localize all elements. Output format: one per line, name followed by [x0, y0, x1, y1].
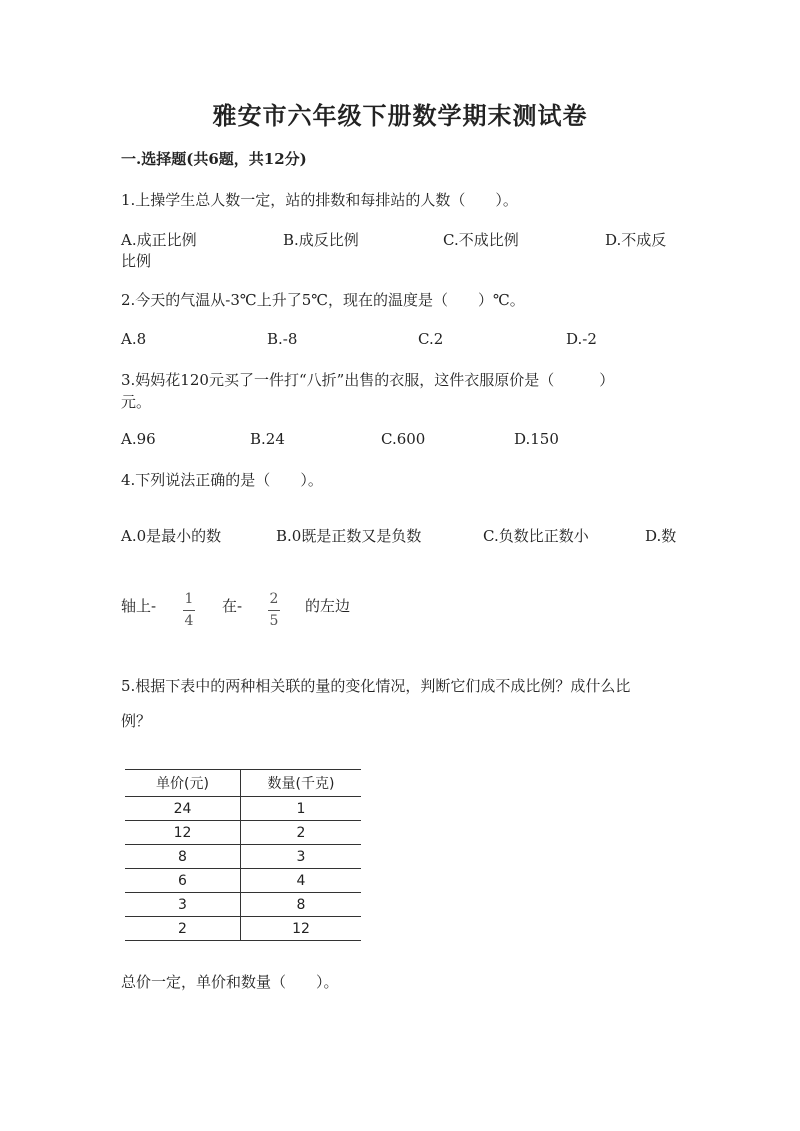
table-cell-unit-price: 2	[125, 917, 241, 941]
table-cell-quantity: 2	[241, 821, 362, 845]
question-4-option-d-suffix: 的左边	[305, 597, 351, 615]
question-3-option-b: B.24	[250, 430, 285, 448]
table-header-row	[125, 770, 361, 797]
question-3-option-c: C.600	[381, 430, 426, 448]
question-2-option-d: D.-2	[566, 330, 597, 348]
question-3-option-a: A.96	[121, 430, 156, 448]
question-5-text-wrap: 例？	[121, 712, 152, 730]
question-4-option-b: B.0既是正数又是负数	[276, 527, 422, 545]
section-heading: 一.选择题(共6题，共12分)	[121, 150, 307, 168]
question-3-text: 3.妈妈花120元买了一件打“八折”出售的衣服，这件衣服原价是（ ）	[121, 371, 615, 389]
fraction-bar	[183, 610, 195, 611]
question-2-option-b: B.-8	[267, 330, 298, 348]
table-cell-quantity: 8	[241, 893, 362, 917]
table-row	[125, 821, 361, 845]
table-cell-unit-price: 12	[125, 821, 241, 845]
question-1-option-b: B.成反比例	[283, 231, 359, 249]
fraction-numerator: 1	[184, 591, 194, 607]
table-cell-quantity: 1	[241, 797, 362, 821]
table-row	[125, 797, 361, 821]
question-4-option-d-middle: 在-	[222, 597, 243, 615]
table-cell-unit-price: 6	[125, 869, 241, 893]
table-cell-unit-price: 3	[125, 893, 241, 917]
fraction-two-fifths	[268, 592, 280, 628]
question-1-option-a: A.成正比例	[121, 231, 197, 249]
question-1-text: 1.上操学生总人数一定，站的排数和每排站的人数（ ）。	[121, 191, 518, 209]
table-cell-quantity: 12	[241, 917, 362, 941]
question-4-option-d: D.数	[645, 527, 677, 545]
table-cell-unit-price: 24	[125, 797, 241, 821]
fraction-denominator: 5	[269, 613, 279, 629]
fraction-bar	[268, 610, 280, 611]
price-quantity-table	[125, 769, 361, 941]
page-title: 雅安市六年级下册数学期末测试卷	[212, 101, 588, 130]
table-cell-quantity: 3	[241, 845, 362, 869]
fraction-denominator: 4	[184, 613, 194, 629]
table-row	[125, 893, 361, 917]
question-1-option-d: D.不成反	[605, 231, 667, 249]
question-5-prompt: 总价一定，单价和数量（ ）。	[121, 973, 339, 991]
question-4-option-d-prefix: 轴上-	[121, 597, 157, 615]
table-row	[125, 869, 361, 893]
question-3-option-d: D.150	[514, 430, 559, 448]
table-row	[125, 917, 361, 941]
question-4-option-a: A.0是最小的数	[121, 527, 222, 545]
fraction-one-quarter	[183, 592, 195, 628]
table-row	[125, 845, 361, 869]
question-1-option-c: C.不成比例	[443, 231, 519, 249]
question-1-option-d-wrap: 比例	[121, 252, 152, 270]
question-4-text: 4.下列说法正确的是（ ）。	[121, 471, 323, 489]
table-header-quantity: 数量(千克)	[241, 770, 362, 797]
question-3-text-wrap: 元。	[121, 393, 152, 411]
question-4-option-c: C.负数比正数小	[483, 527, 589, 545]
table-header-unit-price: 单价(元)	[125, 770, 241, 797]
question-5-text: 5.根据下表中的两种相关联的量的变化情况，判断它们成不成比例？成什么比	[121, 677, 631, 695]
table-cell-unit-price: 8	[125, 845, 241, 869]
question-2-option-a: A.8	[121, 330, 147, 348]
fraction-numerator: 2	[269, 591, 279, 607]
question-2-option-c: C.2	[418, 330, 444, 348]
question-2-text: 2.今天的气温从-3℃上升了5℃，现在的温度是（ ）℃。	[121, 291, 525, 309]
table-cell-quantity: 4	[241, 869, 362, 893]
